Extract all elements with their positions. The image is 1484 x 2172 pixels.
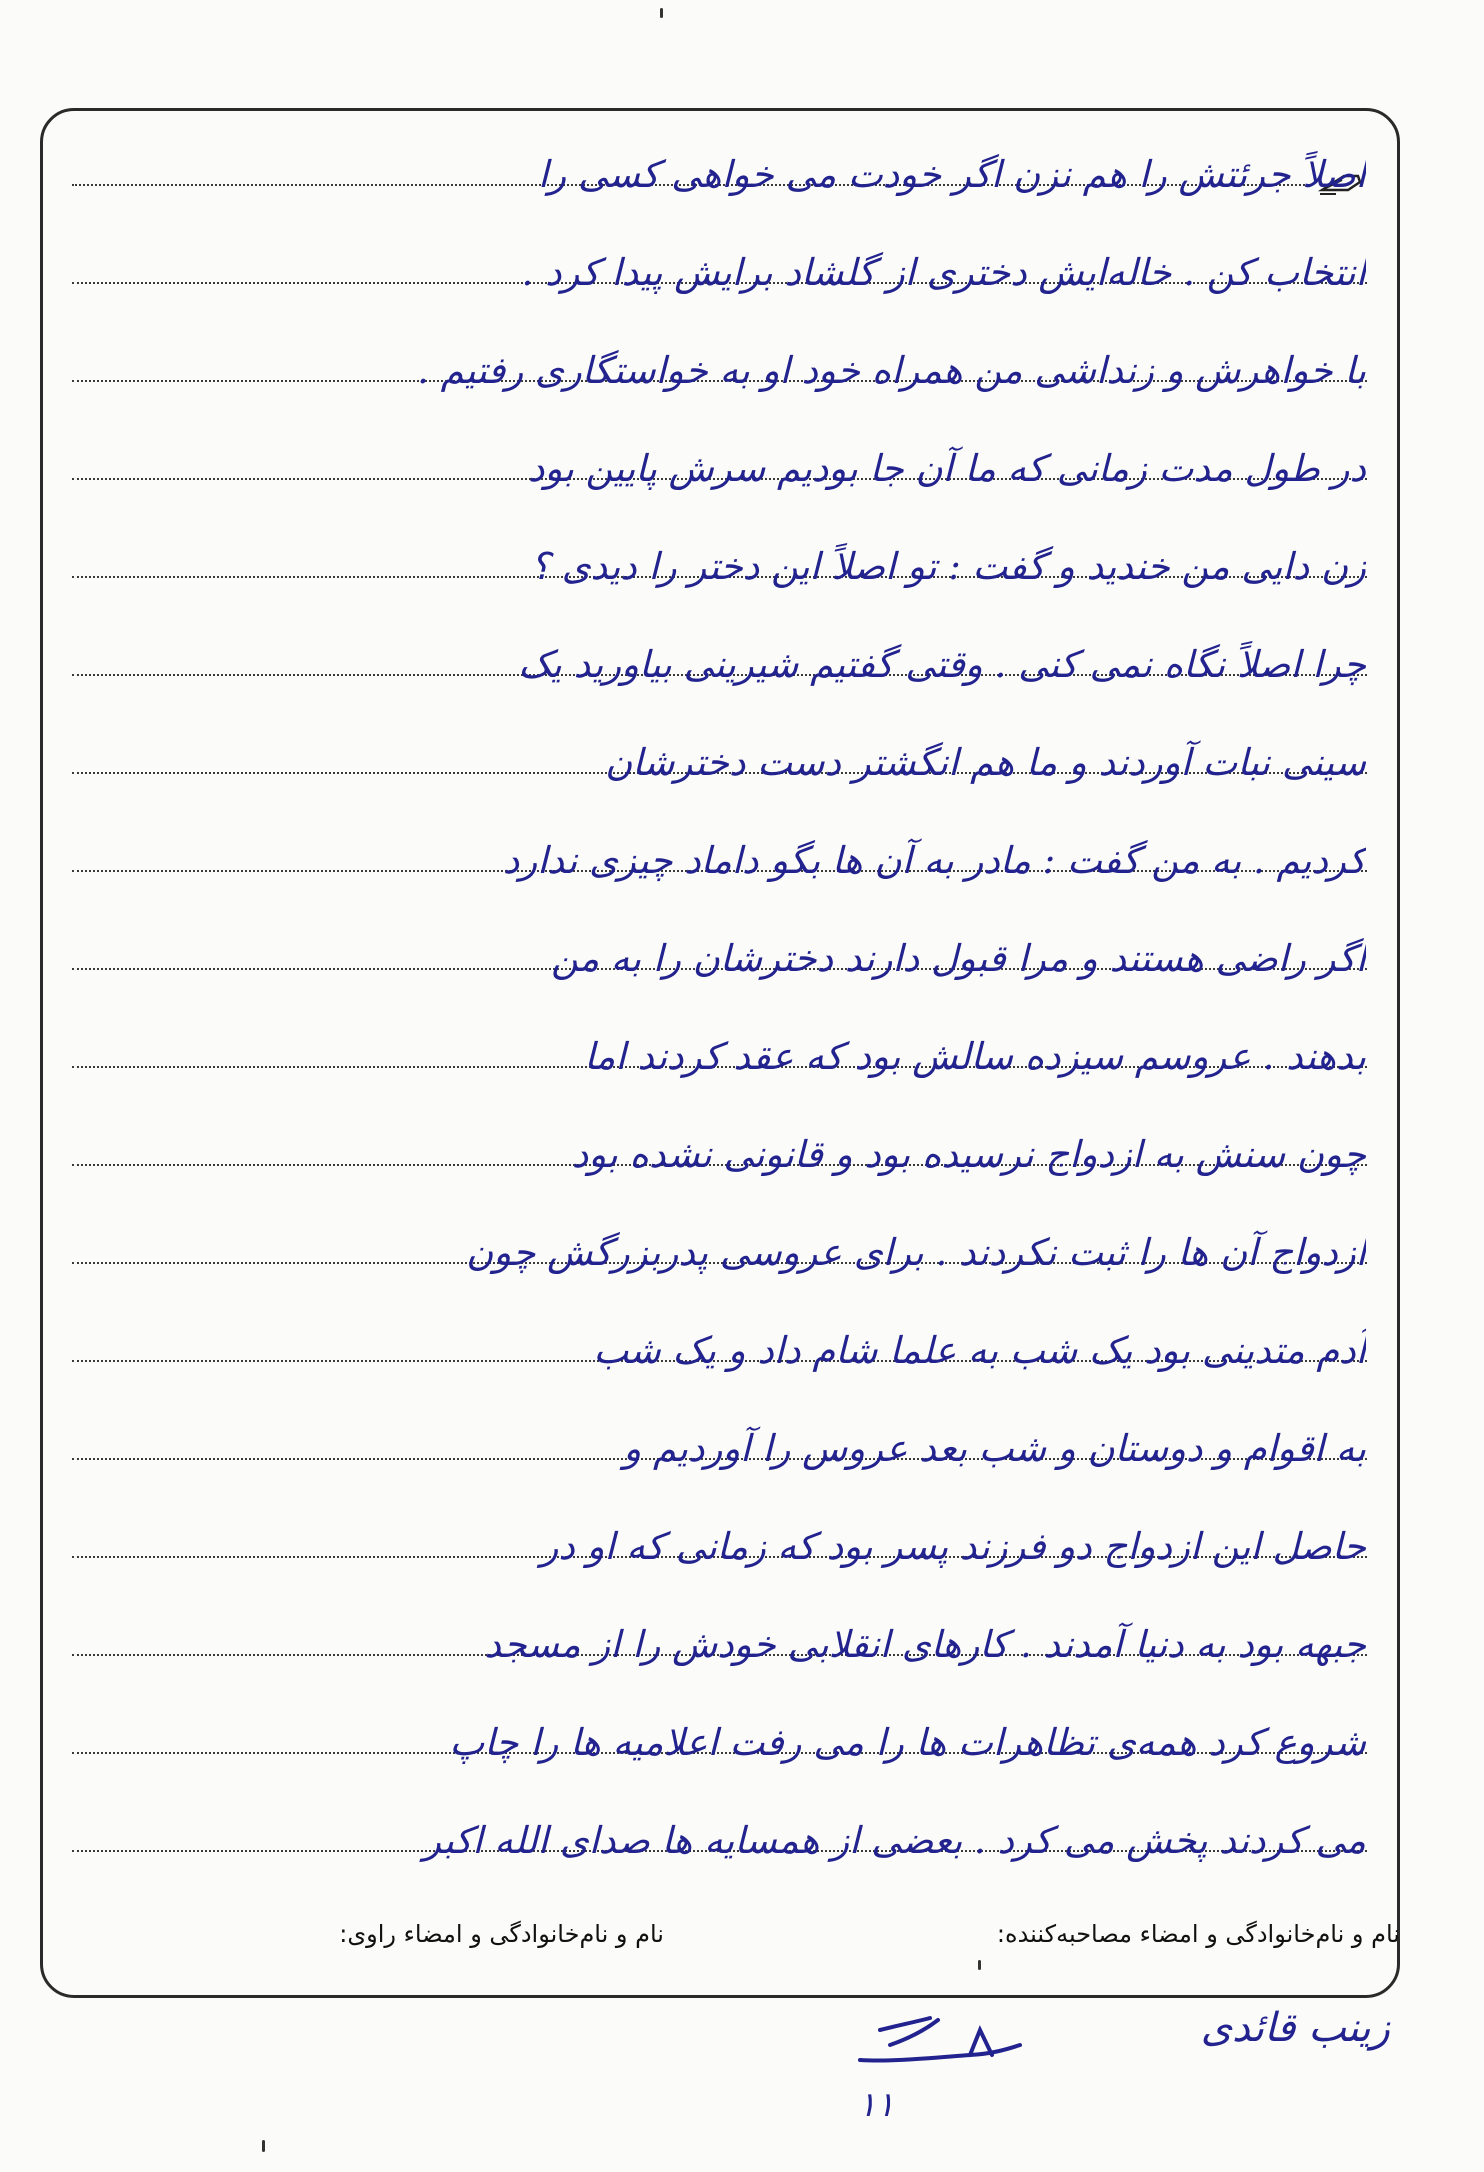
handwritten-line: به اقوام و دوستان و شب بعد عروس را آوردیم و (623, 1427, 1366, 1470)
scan-speck (262, 2140, 265, 2152)
handwritten-line: شروع کرد همه‌ی تظاهرات ها را می رفت اعلامیه ها را چاپ (449, 1721, 1366, 1764)
handwritten-line: با خواهرش و زنداشی من همراه خود او به خواستگاری رفتیم . (417, 349, 1366, 392)
page-number: ۱۱ (858, 2085, 895, 2125)
handwritten-line: کردیم . به من گفت : مادر به آن ها بگو داماد چیزی ندارد (502, 839, 1366, 882)
narrator-signature-label: نام و نام‌خانوادگی و امضاء راوی: (339, 1920, 664, 1948)
handwritten-line: آدم متدینی بود یک شب به علما شام داد و یک شب (593, 1329, 1366, 1372)
handwritten-line: اگر راضی هستند و مرا قبول دارند دخترشان را به من (551, 937, 1366, 980)
handwritten-line: اصلاً جرئتش را هم نزن اگر خودت می خواهی کسی را (538, 153, 1366, 196)
scan-speck (978, 1960, 981, 1970)
scan-speck (660, 8, 663, 18)
signature-mark (820, 2000, 1050, 2110)
handwritten-line: انتخاب کن . خاله‌ایش دختری از گلشاد برایش پیدا کرد . (521, 251, 1366, 294)
handwritten-line: بدهند . عروسم سیزده سالش بود که عقد کردند اما (584, 1035, 1366, 1078)
handwritten-line: چون سنش به ازدواج نرسیده بود و قانونی نشده بود (571, 1133, 1366, 1176)
handwritten-line: جبهه بود به دنیا آمدند . کارهای انقلابی خودش را از مسجد (484, 1623, 1366, 1666)
handwritten-line: می کردند پخش می کرد . بعضی از همسایه ها صدای الله اکبر (423, 1819, 1366, 1862)
handwritten-line: ازدواج آن ها را ثبت نکردند . برای عروسی پدربزرگش چون (466, 1231, 1366, 1274)
handwritten-line: در طول مدت زمانی که ما آن جا بودیم سرش پایین بود (528, 447, 1366, 490)
handwritten-line: حاصل این ازدواج دو فرزند پسر بود که زمانی که او در (540, 1525, 1366, 1568)
handwritten-line: چرا اصلاً نگاه نمی کنی . وقتی گفتیم شیرینی بیاورید یک (518, 643, 1366, 686)
interviewer-signature-label: نام و نام‌خانوادگی و امضاء مصاحبه‌کننده: (996, 1920, 1400, 1948)
narrator-name-handwritten: زینب قائدی (1200, 2005, 1390, 2051)
handwritten-line: زن دایی من خندید و گفت : تو اصلاً این دختر را دیدی ؟ (530, 545, 1366, 588)
handwritten-line: سینی نبات آوردند و ما هم انگشتر دست دخترشان (605, 741, 1366, 784)
